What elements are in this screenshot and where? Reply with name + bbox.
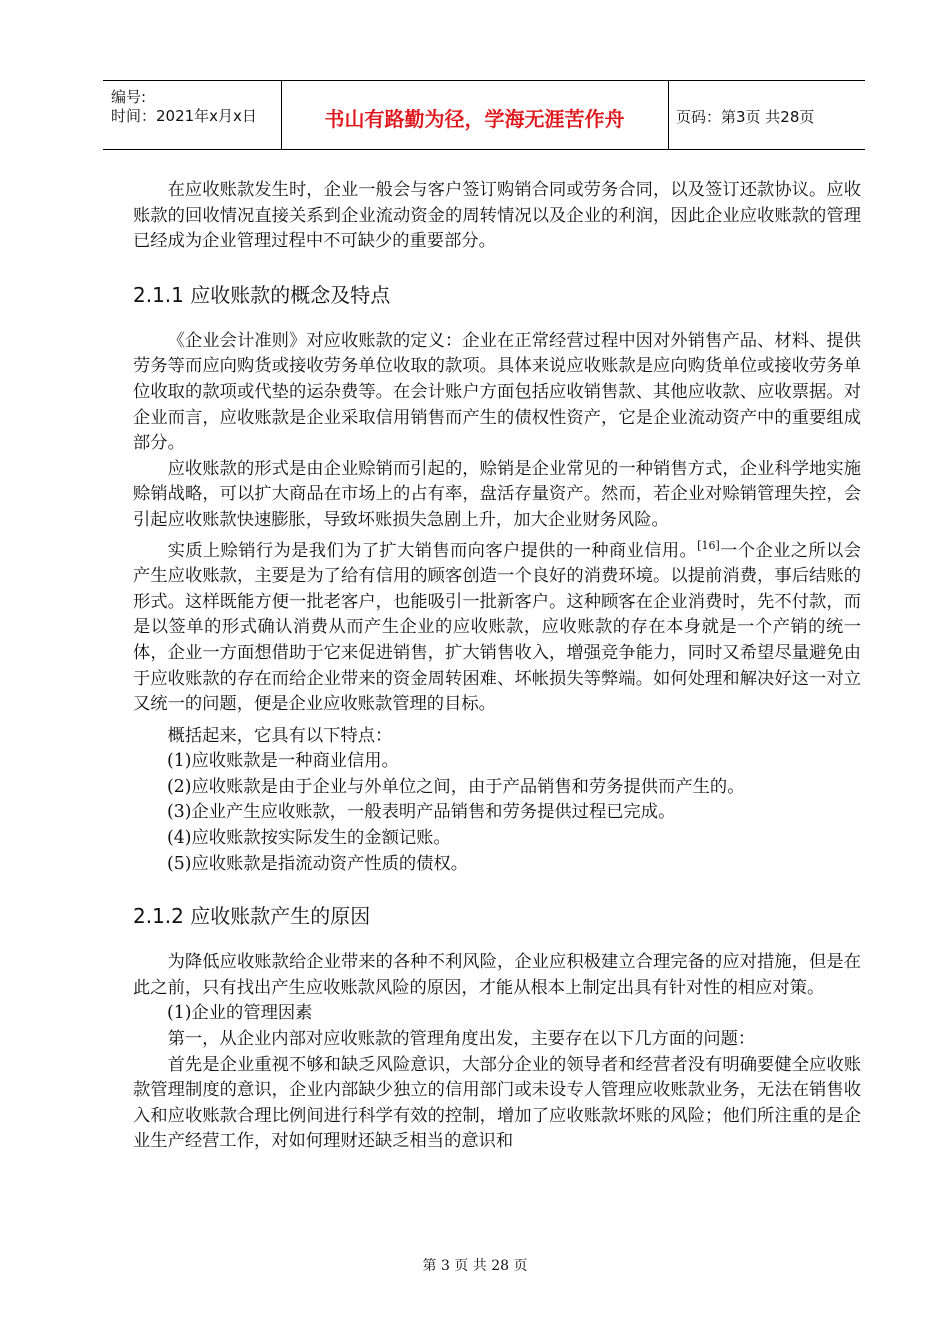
page-footer: 第 3 页 共 28 页 bbox=[422, 1258, 528, 1274]
list-item: (2)应收账款是由于企业与外单位之间，由于产品销售和劳务提供而产生的。 bbox=[167, 776, 745, 797]
header-page-number: 页码：第3页 共28页 bbox=[676, 108, 815, 126]
section-heading-2-1-2: 2.1.2 应收账款产生的原因 bbox=[133, 904, 371, 929]
list-item: (1)应收账款是一种商业信用。 bbox=[167, 751, 399, 772]
header-motto: 书山有路勤为径，学海无涯苦作舟 bbox=[324, 107, 625, 131]
s1-paragraph-summary: 概括起来，它具有以下特点： bbox=[167, 725, 393, 746]
s1-paragraph-commercial-credit bbox=[133, 539, 861, 718]
s1-p3-text-a: 实质上赊销行为是我们为了扩大销售而向客户提供的一种商业信用。 bbox=[167, 540, 698, 561]
list-item: (5)应收账款是指流动资产性质的债权。 bbox=[167, 853, 468, 874]
header-motto-cell bbox=[281, 81, 669, 149]
citation-ref: [16] bbox=[697, 538, 720, 552]
s1-paragraph-credit-sales: 应收账款的形式是由企业赊销而引起的，赊销是企业常见的一种销售方式，企业科学地实施赊销战略，可以扩大商品在市场上的占有率，盘活存量资产。然而，若企业对赊销管理失控，会引起应收账款快速膨胀，导致坏账损失急剧上升，加大企业财务风险。 bbox=[133, 458, 861, 530]
s2-paragraph-firstly: 首先是企业重视不够和缺乏风险意识，大部分企业的领导者和经营者没有明确要健全应收账款管理制度的意识，企业内部缺少独立的信用部门或未设专人管理应收账款业务，无法在销售收入和应收账款合理比例间进行科学有效的控制，增加了应收账款坏账的风险；他们所注重的是企业生产经营工作，对如何理财还缺乏相当的意识和 bbox=[133, 1054, 861, 1152]
list-item: (3)企业产生应收账款，一般表明产品销售和劳务提供过程已完成。 bbox=[167, 802, 676, 823]
s2-paragraph-first: 第一，从企业内部对应收账款的管理角度出发，主要存在以下几方面的问题： bbox=[167, 1029, 756, 1050]
list-item: (4)应收账款按实际发生的金额记账。 bbox=[167, 828, 451, 849]
s2-paragraph-intro: 为降低应收账款给企业带来的各种不利风险，企业应积极建立合理完备的应对措施，但是在此之前，只有找出产生应收账款风险的原因，才能从根本上制定出具有针对性的相应对策。 bbox=[133, 952, 861, 998]
document-body bbox=[133, 178, 861, 1155]
section-heading-2-1-1: 2.1.1 应收账款的概念及特点 bbox=[133, 282, 391, 307]
page-header bbox=[103, 80, 865, 150]
header-info-cell bbox=[103, 81, 282, 149]
document-number-label: 编号: bbox=[111, 88, 147, 106]
list-item: (1)企业的管理因素 bbox=[167, 1003, 313, 1024]
s1-paragraph-definition: 《企业会计准则》对应收账款的定义：企业在正常经营过程中因对外销售产品、材料、提供劳务等而应向购货或接收劳务单位收取的款项。具体来说应收账款是应向购货单位或接收劳务单位收取的款项或代垫的运杂费等。在会计账户方面包括应收销售款、其他应收款、应收票据。对企业而言，应收账款是企业采取信用销售而产生的债权性资产，它是企业流动资产中的重要组成部分。 bbox=[133, 330, 861, 454]
header-page-cell bbox=[668, 81, 865, 149]
intro-paragraph: 在应收账款发生时，企业一般会与客户签订购销合同或劳务合同，以及签订还款协议。应收账款的回收情况直接关系到企业流动资金的周转情况以及企业的利润，因此企业应收账款的管理已经成为企业管理过程中不可缺少的重要部分。 bbox=[133, 180, 861, 252]
s1-p3-text-b: 一个企业之所以会产生应收账款，主要是为了给有信用的顾客创造一个良好的消费环境。以提前消费，事后结账的形式。这样既能方便一批老客户，也能吸引一批新客户。这种顾客在企业消费时，先不付款，而是以签单的形式确认消费从而产生企业的应收账款，应收账款的存在本身就是一个产销的统一体，企业一方面想借助于它来促进销售，扩大销售收入，增强竞争能力，同时又希望尽量避免由于应收账款的存在而给企业带来的资金周转困难、坏帐损失等弊端。如何处理和解决好这一对立又统一的问题，便是企业应收账款管理的目标。 bbox=[133, 540, 861, 715]
document-time-label: 时间：2021年x月x日 bbox=[111, 107, 257, 125]
